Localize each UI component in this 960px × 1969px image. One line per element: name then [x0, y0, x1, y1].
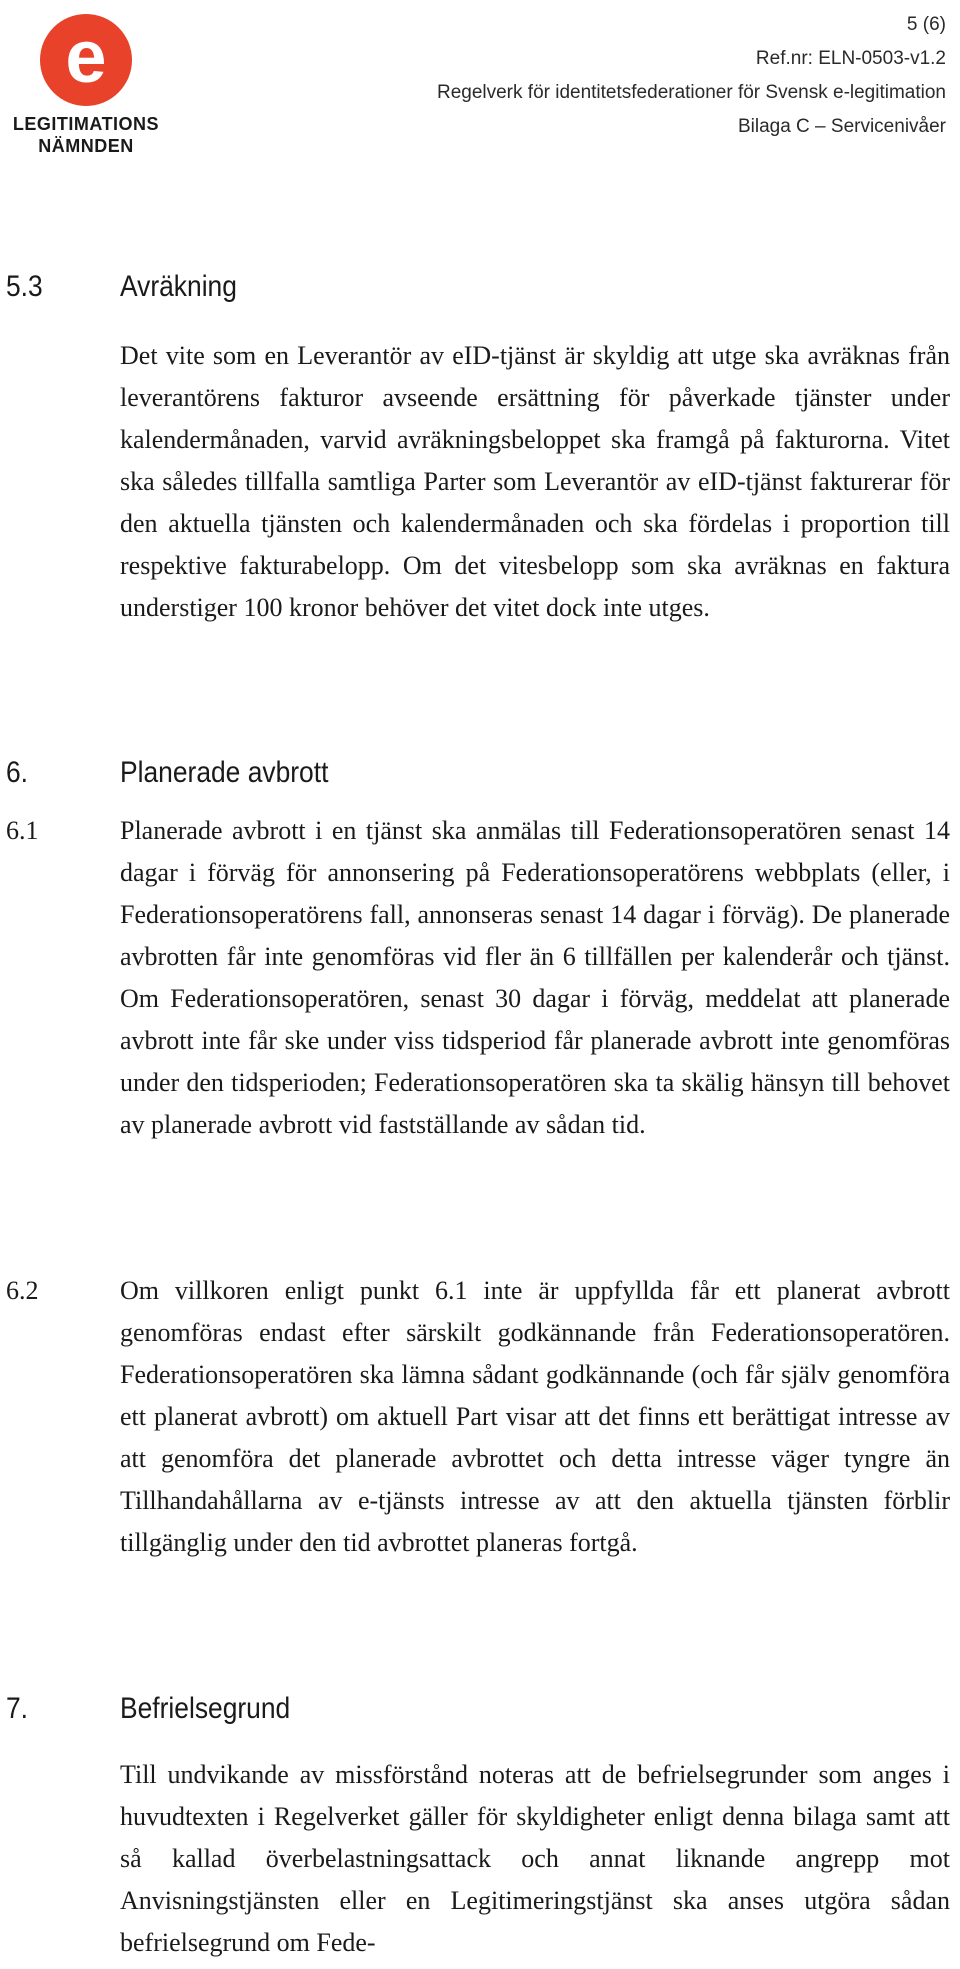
paragraph-6-2-number: 6.2 [6, 1276, 39, 1305]
paragraph-6-1-number: 6.1 [6, 816, 39, 845]
logo-letter: e [65, 15, 107, 98]
section-5-3-text: Det vite som en Leverantör av eID-tjänst är skyldig att utge ska avräknas från leverantörens fakturor avseende ersättning för påverkade tjänster under kalendermånaden, varvid avräkningsbeloppet ska framgå på fakturorna. Vitet ska således tillfalla samtliga Parter som Leverantör av eID-tjänst fakturerar för den aktuella tjänsten och kalendermånaden och ska fördelas i proportion till respektive fakturabelopp. Om det vitesbelopp som ska avräknas en faktura understiger 100 kronor behöver det vitet dock inte utges. [120, 341, 950, 622]
legitimationsnamnden-logo [6, 10, 166, 156]
section-5-3-number: 5.3 [6, 270, 43, 303]
page-number: 5 (6) [906, 14, 946, 35]
section-6-number: 6. [6, 756, 29, 789]
logo-text-line2: NÄMNDEN [38, 136, 134, 156]
section-5-3-title: Avräkning [120, 270, 237, 303]
logo-e-circle-icon [36, 10, 136, 110]
paragraph-6-1-text: Planerade avbrott i en tjänst ska anmälas till Federationsoperatören senast 14 dagar i förväg för annonsering på Federationsoperatörens webbplats (eller, i Federationsoperatörens fall, annonseras senast 14 dagar i förväg). De planerade avbrotten får inte genomföras vid fler än 6 tillfällen per kalenderår och tjänst. Om Federationsoperatören, senast 30 dagar i förväg, meddelat att planerade avbrott inte får ske under viss tidsperiod får planerade avbrott inte genomföras under den tidsperioden; Federationsoperatören ska ta skälig hänsyn till behovet av planerade avbrott vid fastställande av sådan tid. [120, 816, 950, 1139]
reference-number: Ref.nr: ELN-0503-v1.2 [755, 48, 946, 69]
document-title: Regelverk för identitetsfederationer för Svensk e-legitimation [436, 82, 946, 103]
section-7-number: 7. [6, 1692, 29, 1725]
appendix-title: Bilaga C – Servicenivåer [737, 116, 946, 137]
section-6-title: Planerade avbrott [120, 756, 329, 789]
paragraph-6-2-text: Om villkoren enligt punkt 6.1 inte är uppfyllda får ett planerat avbrott genomföras endast efter särskilt godkännande från Federationsoperatören. Federationsoperatören ska lämna sådant godkännande (och får själv genomföra ett planerat avbrott) om aktuell Part visar att det finns ett berättigat intresse av att genomföra det planerade avbrottet och detta intresse väger tyngre än Tillhandahållarna av e-tjänsts intresse av att den aktuella tjänsten förblir tillgänglig under den tid avbrottet planeras fortgå. [120, 1276, 950, 1557]
section-7-title: Befrielsegrund [120, 1692, 291, 1725]
section-7-text: Till undvikande av missförstånd noteras att de befrielsegrunder som anges i huvudtexten i Regelverket gäller för skyldigheter enligt denna bilaga samt att så kallad överbelastningsattack och annat liknande angrepp mot Anvisningstjänsten eller en Legitimeringstjänst ska anses utgöra sådan befrielsegrund om Fede- [120, 1760, 950, 1957]
logo-text-line1: LEGITIMATIONS [12, 114, 160, 134]
